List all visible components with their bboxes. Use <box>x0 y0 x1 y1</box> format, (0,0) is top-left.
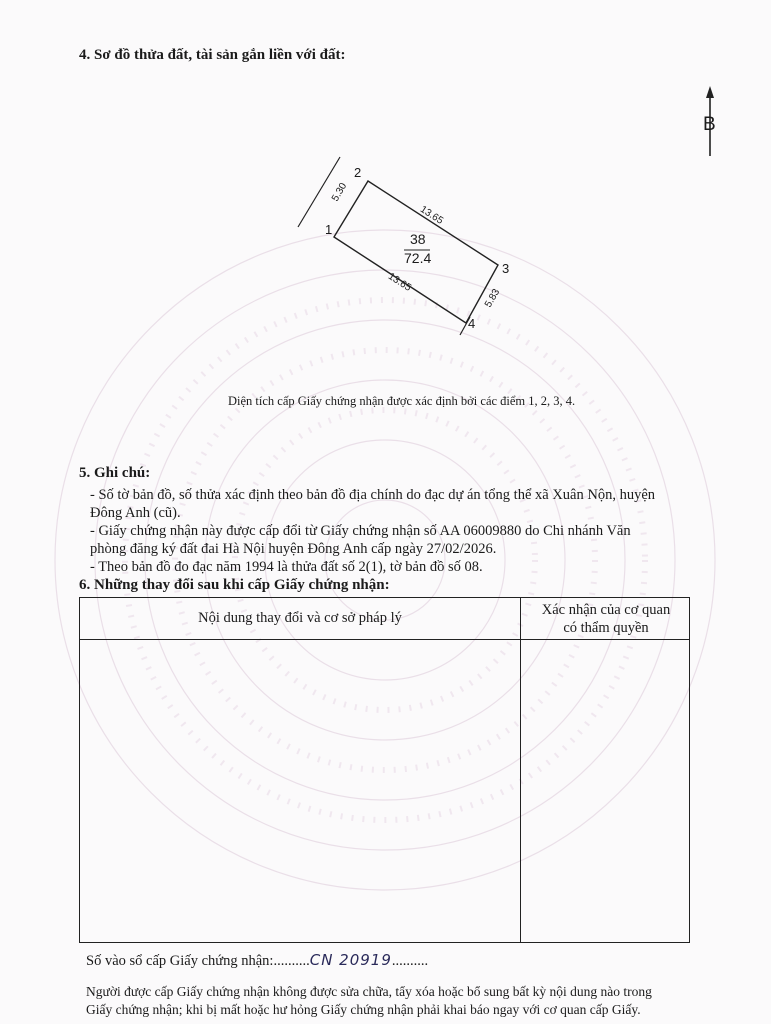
section6-heading: 6. Những thay đổi sau khi cấp Giấy chứng nhận: <box>79 577 390 593</box>
point-4-label: 4 <box>468 316 476 331</box>
section5-heading: 5. Ghi chú: <box>79 465 151 481</box>
register-number: CN 20919 <box>309 951 392 969</box>
parcel-area: 72.4 <box>404 250 432 266</box>
edge-2-3-length: 13.65 <box>418 204 445 227</box>
section4-heading: 4. Sơ đồ thửa đất, tài sản gắn liền với đất: <box>79 47 346 63</box>
note-line-3: - Giấy chứng nhận này được cấp đổi từ Giấy chứng nhận số AA 06009880 do Chi nhánh Văn <box>90 523 631 539</box>
note-line-2: Đông Anh (cũ). <box>90 505 181 521</box>
parcel-number: 38 <box>410 231 426 247</box>
register-dots-before: .......... <box>273 953 310 969</box>
table-column-divider <box>520 598 521 942</box>
changes-table <box>79 597 690 943</box>
area-note: Diện tích cấp Giấy chứng nhận được xác định bởi các điểm 1, 2, 3, 4. <box>228 394 576 408</box>
edge-3-4-length: 5.83 <box>483 287 503 310</box>
note-line-1: - Số tờ bản đồ, số thửa xác định theo bản đồ địa chính do đạc dự án tổng thể xã Xuân Nộn, huyện <box>90 487 656 503</box>
edge-4-1-length: 13.65 <box>386 271 413 294</box>
register-dots-after: .......... <box>391 953 429 969</box>
register-label: Số vào sổ cấp Giấy chứng nhận: <box>86 953 274 969</box>
table-header-content: Nội dung thay đổi và cơ sở pháp lý <box>198 610 402 626</box>
warning-line-2: Giấy chứng nhận; khi bị mất hoặc hư hỏng Giấy chứng nhận phải khai báo ngay với cơ quan cấp Giấy. <box>86 1002 641 1017</box>
note-line-5: - Theo bản đồ đo đạc năm 1994 là thửa đất số 2(1), tờ bản đồ số 08. <box>90 559 483 575</box>
point-3-label: 3 <box>502 261 510 276</box>
edge-1-2-length: 5.30 <box>330 181 350 204</box>
note-line-4: phòng đăng ký đất đai Hà Nội huyện Đông Anh cấp ngày 27/02/2026. <box>90 541 497 557</box>
point-2-label: 2 <box>354 165 362 180</box>
register-number-line <box>86 951 428 970</box>
point-1-label: 1 <box>325 222 333 237</box>
table-header-approval-line1: Xác nhận của cơ quan <box>541 602 671 618</box>
table-header-approval-line2: có thẩm quyền <box>563 620 649 636</box>
warning-line-1: Người được cấp Giấy chứng nhận không được sửa chữa, tẩy xóa hoặc bổ sung bất kỳ nội dung nào trong <box>86 984 652 999</box>
table-header-divider <box>80 639 689 640</box>
north-label: B <box>703 114 716 135</box>
